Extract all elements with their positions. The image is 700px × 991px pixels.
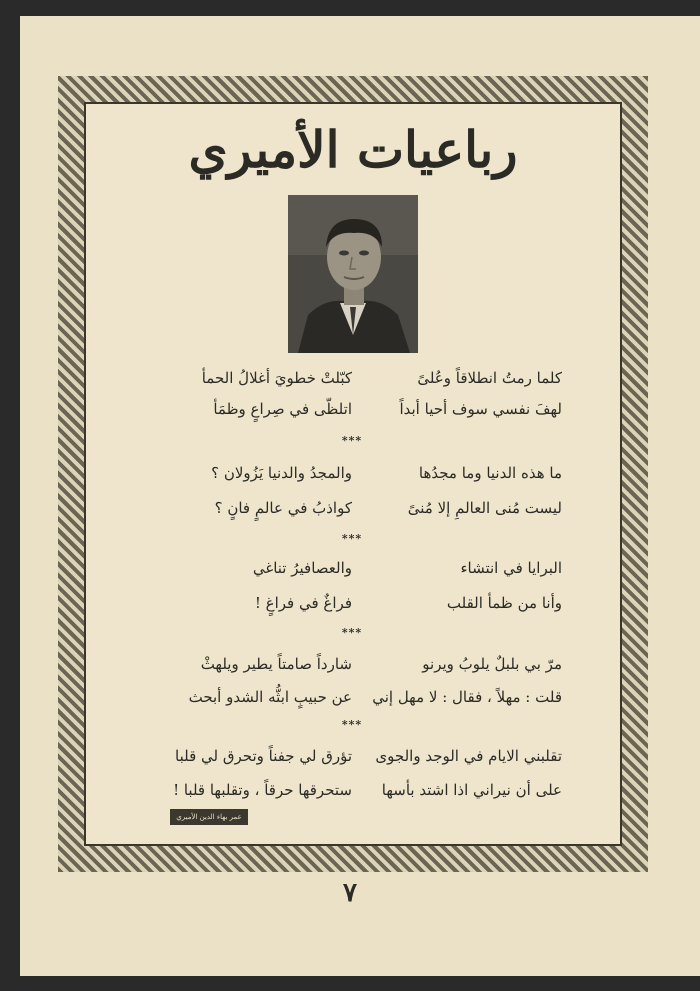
poem-line [130,365,570,391]
hemistich-right: مرّ بي بلبلٌ يلوبُ ويرنو [422,655,562,673]
hemistich-right: على أن نيراني اذا اشتد بأسها [381,781,562,799]
poem-line [130,684,570,710]
page-number: ٧ [343,878,357,908]
hemistich-left: عن حبيبٍ ابثُّه الشدو أبحث [188,688,352,706]
hemistich-left: كبّلتْ خطويَ أغلالُ الحمأ [201,369,352,387]
hemistich-left: تؤرق لي جفناً وتحرق لي قلبا [175,747,352,765]
hemistich-left: والعصافيرُ تناغي [252,559,352,577]
hemistich-right: ما هذه الدنيا وما مجدُها [418,464,562,482]
poem-line [130,555,570,581]
poem-line [130,460,570,486]
poem-line [130,743,570,769]
hemistich-left: شارداً صامتاً يطير ويلهثْ [200,655,352,673]
hemistich-right: تقلبني الايام في الوجد والجوى [375,747,562,765]
author-portrait [288,195,418,353]
page-title: رباعيات الأميري [188,120,518,179]
portrait-image [288,195,418,353]
hemistich-right: لهفَ نفسي سوف أحيا أبداً [399,400,562,418]
stanza-separator: *** [341,718,363,731]
stanza-separator: *** [341,626,363,639]
hemistich-right: البرايا في انتشاء [460,559,562,577]
poem-line [130,396,570,422]
hemistich-left: كواذبُ في عالمٍ فانٍ ؟ [214,499,352,517]
hemistich-right: وأنا من ظمأ القلب [446,594,562,612]
stanza-separator: *** [341,434,363,447]
hemistich-left: فراغٌ في فراغٍ ! [254,594,352,612]
poem-line [130,777,570,803]
hemistich-left: والمجدُ والدنيا يَزُولان ؟ [211,464,352,482]
hemistich-left: ستحرقها حرقاً ، وتقلبها قلبا ! [173,781,352,799]
hemistich-right: ليست مُنى العالمِ إلا مُنىً [407,499,562,517]
author-signature: عمر بهاء الدين الأميري [170,809,248,825]
poem-line [130,495,570,521]
poem-line [130,651,570,677]
stanza-separator: *** [341,532,363,545]
hemistich-right: كلما رمتُ انطلاقاً وعُلىً [417,369,562,387]
poem-line [130,590,570,616]
hemistich-right: قلت : مهلاً ، فقال : لا مهل إني [372,688,562,706]
hemistich-left: اتلظّى في صِراعٍ وظمَأ [213,400,352,418]
